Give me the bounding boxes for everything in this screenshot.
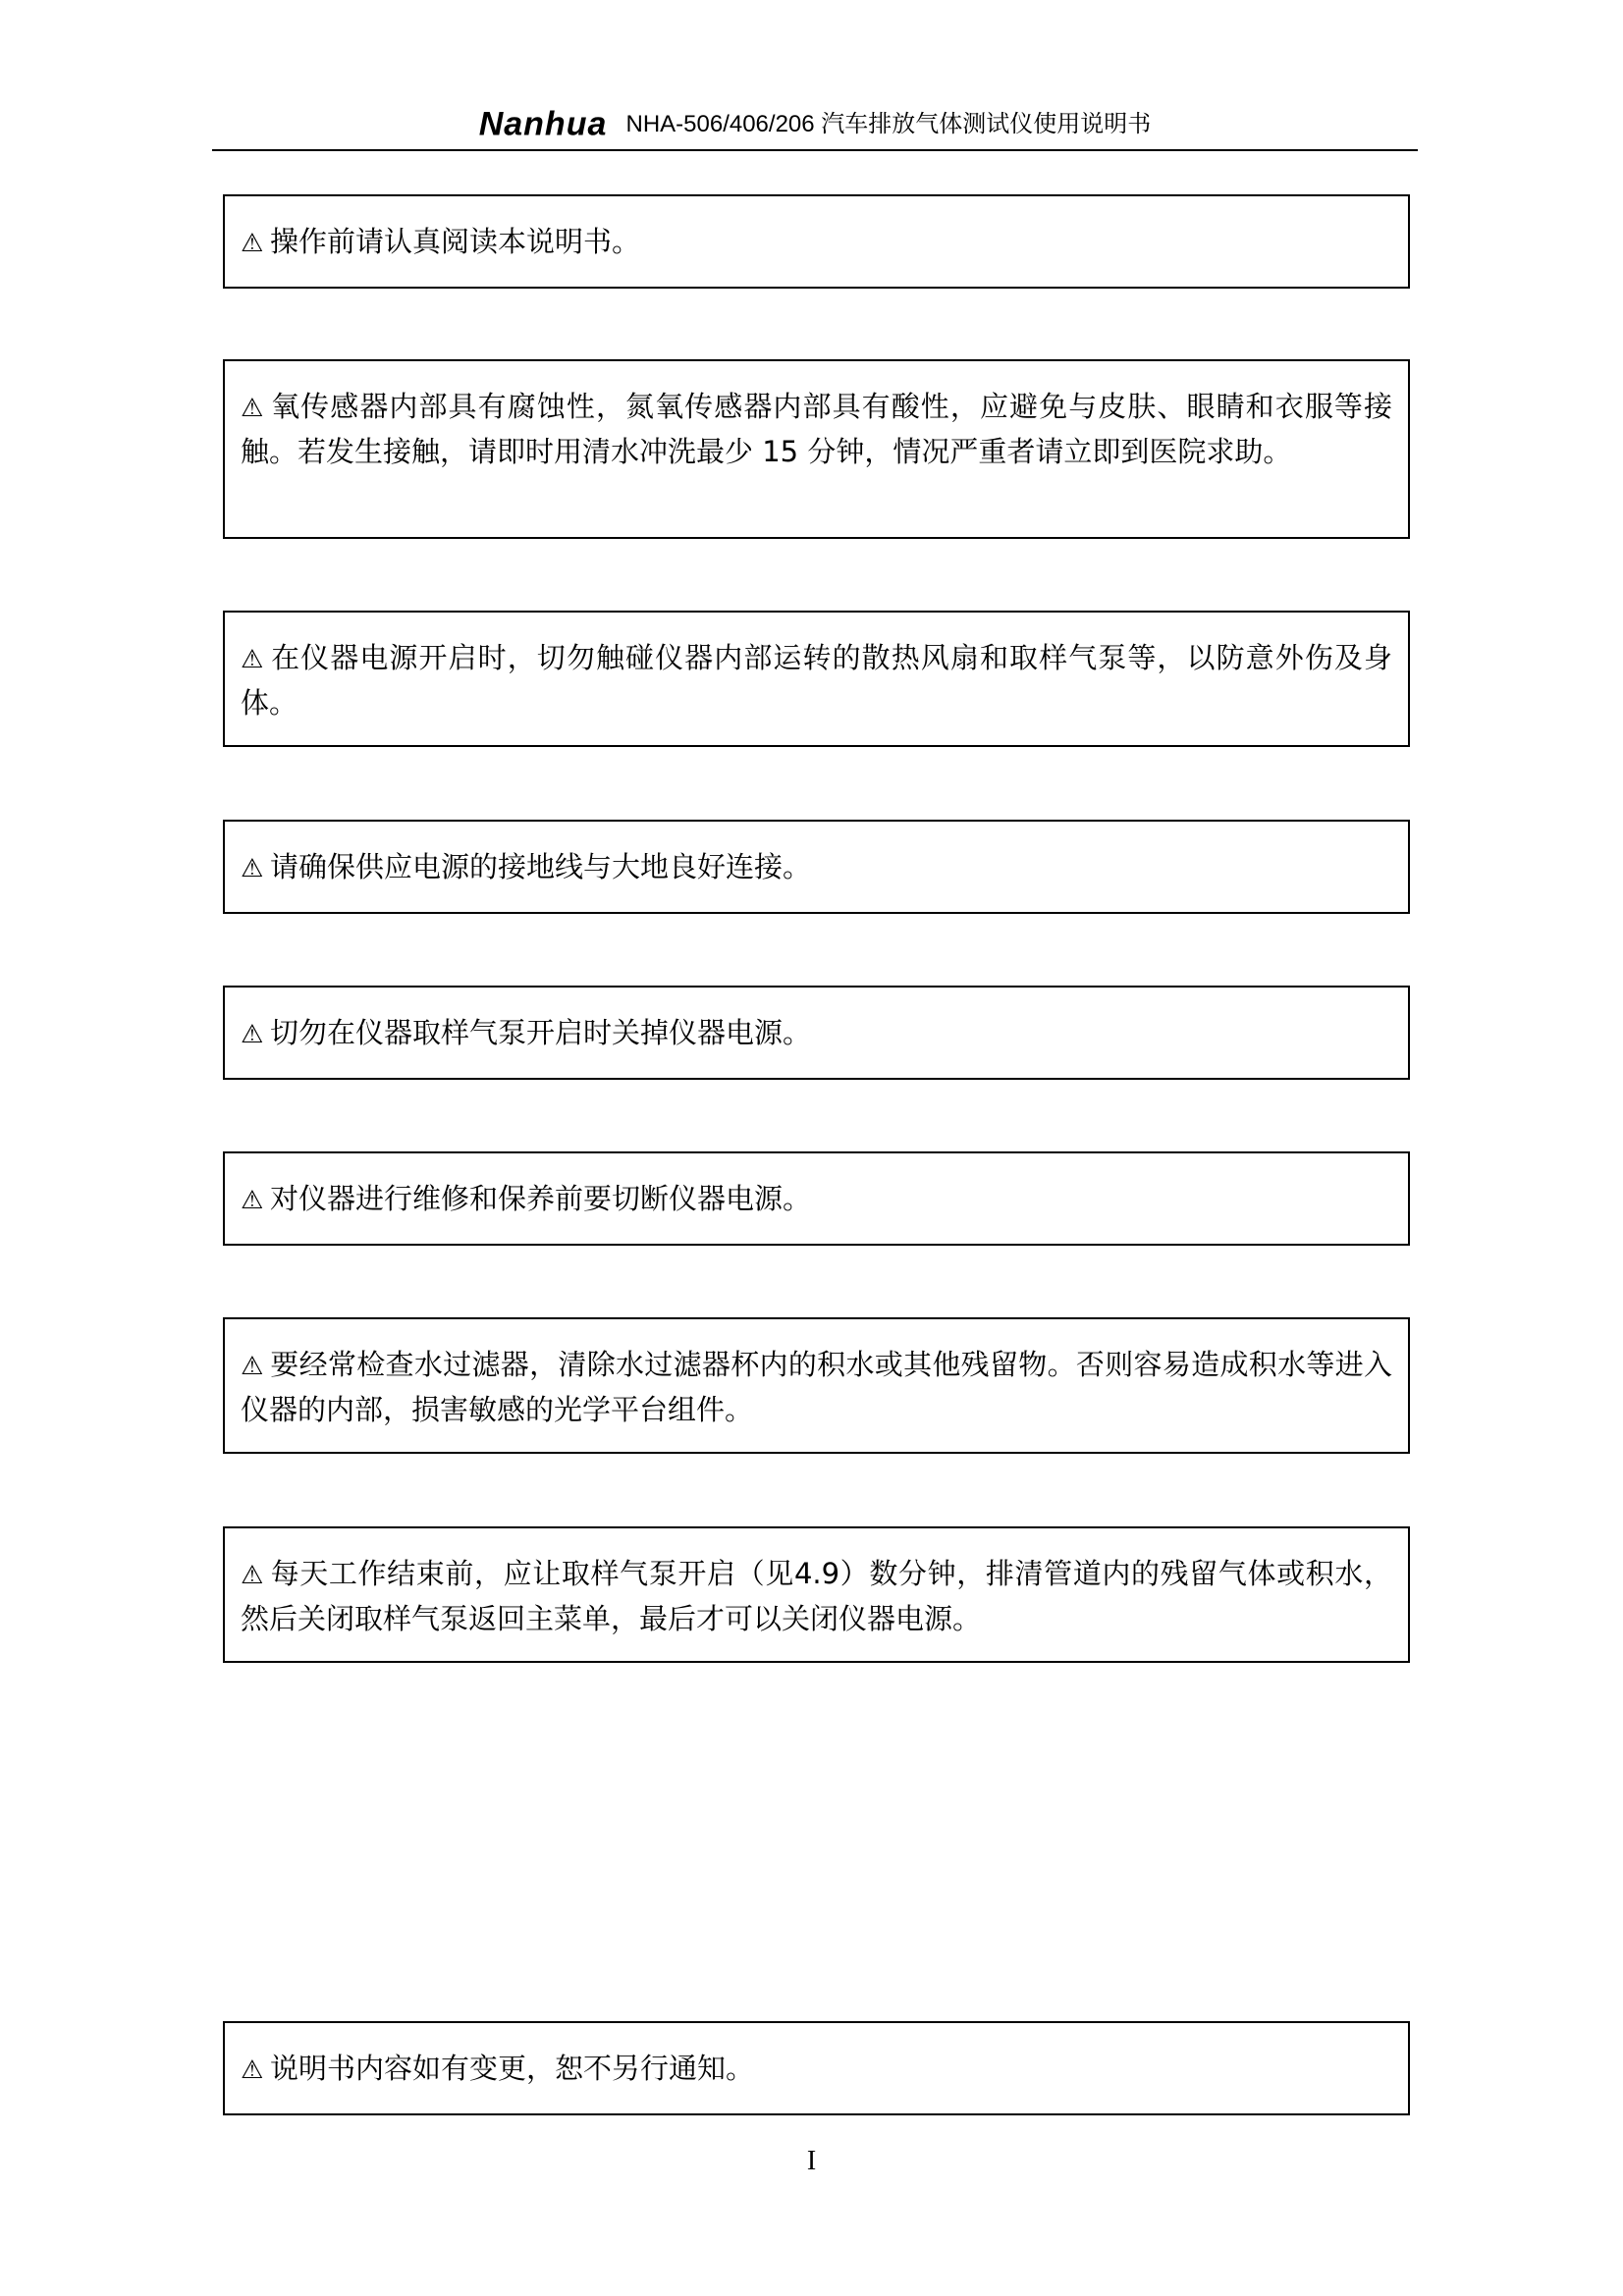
warning-text: 说明书内容如有变更，恕不另行通知。: [270, 2052, 755, 2085]
warning-box: [223, 194, 1410, 289]
warning-box: [223, 611, 1410, 747]
warning-text: 每天工作结束前，应让取样气泵开启（见4.9）数分钟，排清管道内的残留气体或积水，然后关闭取样气泵返回主菜单，最后才可以关闭仪器电源。: [241, 1557, 1392, 1635]
warning-triangle-icon: ⚠: [241, 2056, 264, 2085]
page-number: I: [806, 2146, 817, 2176]
warning-triangle-icon: ⚠: [241, 1352, 264, 1381]
warning-triangle-icon: ⚠: [241, 1186, 264, 1215]
warning-box: [223, 1317, 1410, 1454]
warning-text: 请确保供应电源的接地线与大地良好连接。: [270, 850, 812, 883]
warning-text: 氧传感器内部具有腐蚀性，氮氧传感器内部具有酸性，应避免与皮肤、眼睛和衣服等接触。若发生接触，请即时用清水冲洗最少 15 分钟，情况严重者请立即到医院求助。: [241, 390, 1392, 468]
warning-box: [223, 2021, 1410, 2115]
nanhua-logo: Nanhua: [478, 105, 608, 143]
warning-text: 切勿在仪器取样气泵开启时关掉仪器电源。: [270, 1016, 812, 1049]
page-header: [212, 106, 1418, 151]
warning-triangle-icon: ⚠: [241, 229, 264, 258]
warning-triangle-icon: ⚠: [241, 394, 264, 423]
warning-box: [223, 1526, 1410, 1663]
warning-triangle-icon: ⚠: [241, 854, 264, 883]
warning-box: [223, 1151, 1410, 1246]
warning-text: 对仪器进行维修和保养前要切断仪器电源。: [270, 1182, 812, 1215]
warning-triangle-icon: ⚠: [241, 1020, 264, 1049]
warning-text: 要经常检查水过滤器，清除水过滤器杯内的积水或其他残留物。否则容易造成积水等进入仪器的内部，损害敏感的光学平台组件。: [241, 1348, 1392, 1426]
warning-box: [223, 986, 1410, 1080]
warning-triangle-icon: ⚠: [241, 1561, 264, 1590]
warning-text: 在仪器电源开启时，切勿触碰仪器内部运转的散热风扇和取样气泵等，以防意外伤及身体。: [241, 641, 1392, 720]
document-title: NHA-506/406/206 汽车排放气体测试仪使用说明书: [625, 110, 1152, 137]
warning-box: [223, 820, 1410, 914]
warning-triangle-icon: ⚠: [241, 645, 264, 674]
warning-text: 操作前请认真阅读本说明书。: [270, 225, 641, 258]
warning-box: [223, 359, 1410, 539]
